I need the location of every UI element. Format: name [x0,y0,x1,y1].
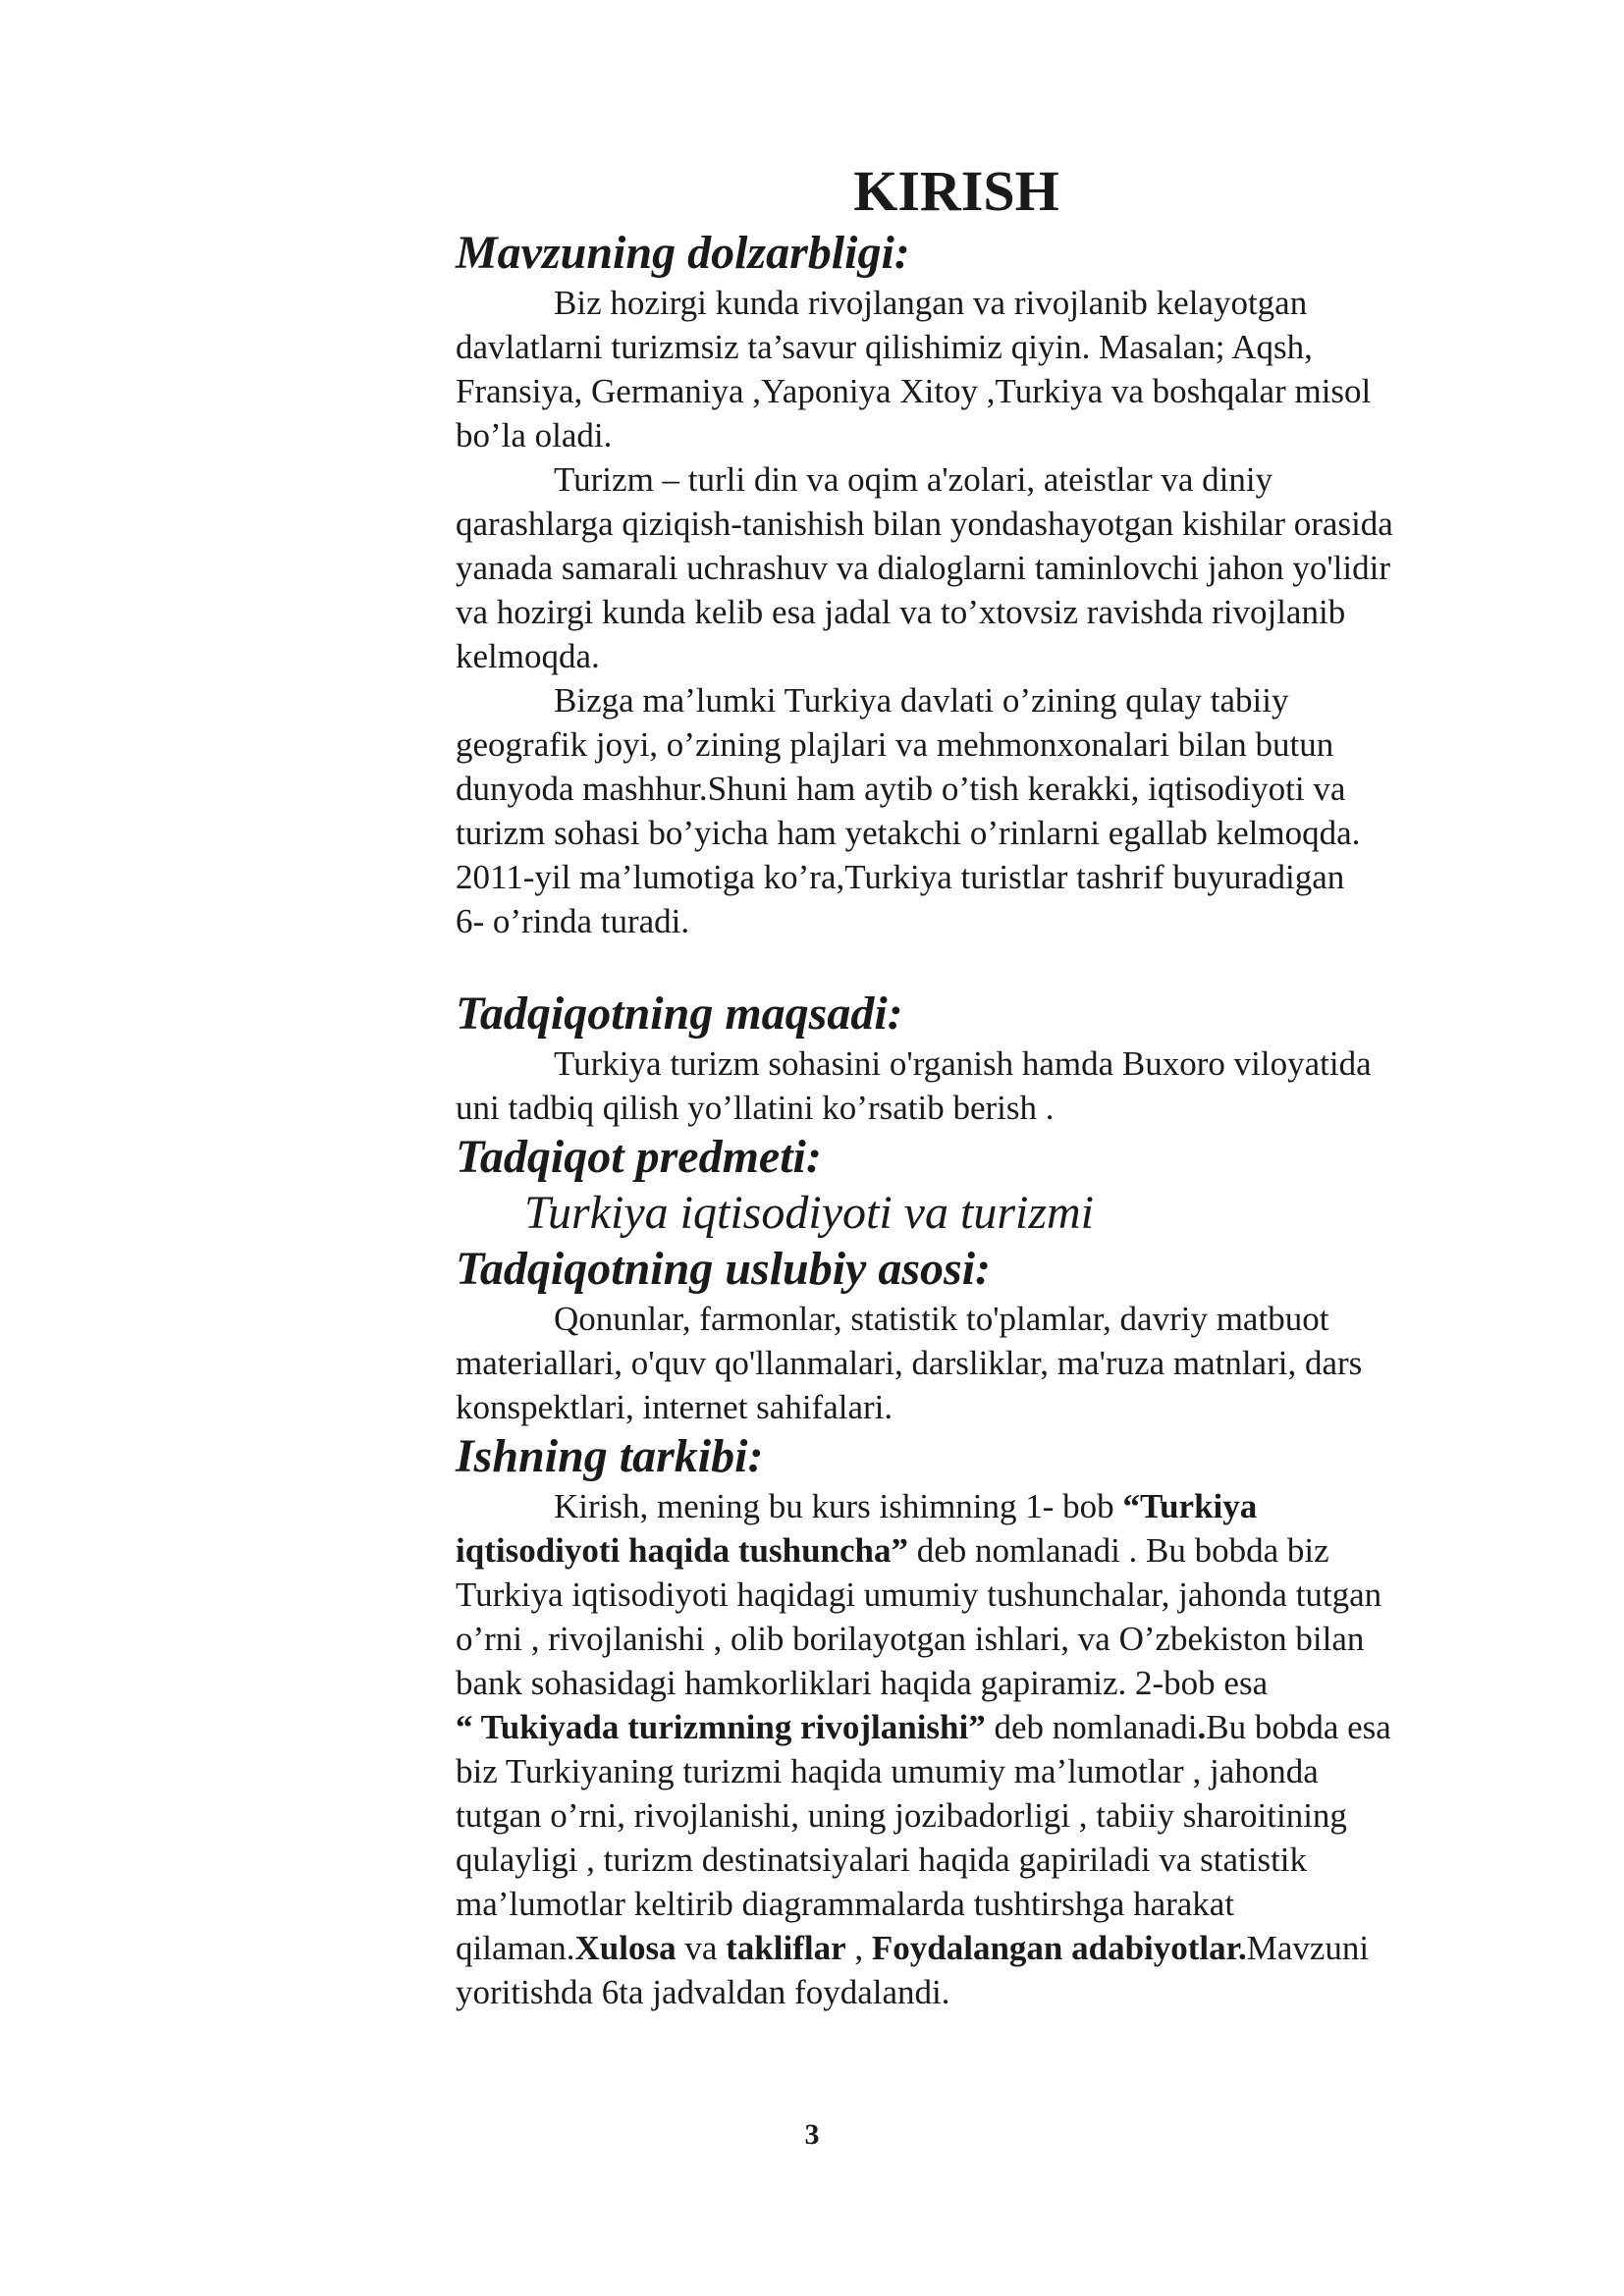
text-line: materiallari, o'quv qo'llanmalari, darsliklar, ma'ruza matnlari, dars [456,1344,1363,1382]
text-line: Bizga ma’lumki Turkiya davlati o’zining qulay tabiiy [554,681,1289,720]
bold-run: iqtisodiyoti haqida tushuncha” [456,1531,909,1570]
text-line [456,1705,1516,1749]
text-line [456,1484,1516,1528]
text-run: va [676,1929,727,1967]
heading-uslub: Tadqiqotning uslubiy asosi: [456,1243,992,1295]
text-line: Qonunlar, farmonlar, statistik to'plamlar, davriy matbuot [554,1300,1329,1338]
text-run: deb nomlanadi . Bu bobda biz [908,1531,1329,1570]
text-line: konspektlari, internet sahifalari. [456,1388,893,1426]
text-run: , [845,1929,872,1967]
bold-run: . [1197,1708,1207,1746]
paragraph-tarkib [456,1484,1516,2014]
text-line: 2011-yil ma’lumotiga ko’ra,Turkiya turistlar tashrif buyuradigan [456,858,1345,896]
text-line: o’rni , rivojlanishi , olib borilayotgan ishlari, va O’zbekiston bilan [456,1620,1365,1658]
text-line: Turkiya turizm sohasini o'rganish hamda Buxoro viloyatida [554,1044,1372,1083]
text-run: Kirish, mening bu kurs ishimning 1- bob [554,1487,1123,1525]
text-line [456,1528,1516,1573]
text-run: Mavzuni [1246,1929,1370,1967]
text-line: turizm sohasi bo’yicha ham yetakchi o’rinlarni egallab kelmoqda. [456,814,1361,852]
text-run: Bu bobda esa [1206,1708,1391,1746]
text-line: va hozirgi kunda kelib esa jadal va to’xtovsiz ravishda rivojlanib [456,593,1346,631]
text-run: qilaman. [456,1929,575,1967]
bold-run: Foydalangan adabiyotlar. [871,1929,1247,1967]
paragraph-maqsad [456,1041,1516,1130]
text-line: 6- o’rinda turadi. [456,902,690,940]
heading-maqsad: Tadqiqotning maqsadi: [456,988,903,1040]
text-line: Turizm – turli din va oqim a'zolari, ateistlar va diniy [554,460,1273,499]
text-line: qarashlarga qiziqish-tanishish bilan yondashayotgan kishilar orasida [456,505,1393,543]
page-title: KIRISH [853,159,1059,223]
heading-dolzarblik: Mavzuning dolzarbligi: [456,227,910,279]
text-line: geografik joyi, o’zining plajlari va mehmonxonalari bilan butun [456,725,1334,764]
paragraph-dolzarblik-1 [456,281,1516,457]
bold-run: “ Tukiyada turizmning rivojlanishi” [456,1708,986,1746]
paragraph-uslub [456,1297,1516,1429]
text-line: qulayligi , turizm destinatsiyalari haqida gapiriladi va statistik [456,1841,1308,1879]
spacer [456,943,1516,987]
bold-run: Xulosa [574,1929,677,1967]
heading-tarkib: Ishning tarkibi: [456,1430,764,1482]
text-line: Biz hozirgi kunda rivojlangan va rivojlanib kelayotgan [554,284,1308,322]
text-line: yanada samarali uchrashuv va dialoglarni taminlovchi jahon yo'lidir [456,549,1390,587]
text-line: tutgan o’rni, rivojlanishi, uning jozibadorligi , tabiiy sharoitining [456,1796,1347,1835]
paragraph-dolzarblik-2 [456,457,1516,678]
text-line: ma’lumotlar keltirib diagrammalarda tushtirshga harakat [456,1885,1235,1923]
page-number: 3 [804,2118,820,2151]
text-line: Turkiya iqtisodiyoti haqidagi umumiy tushunchalar, jahonda tutgan [456,1575,1382,1614]
text-line: uni tadbiq qilish yo’llatini ko’rsatib berish . [456,1089,1055,1127]
text-line: biz Turkiyaning turizmi haqida umumiy ma’lumotlar , jahonda [456,1752,1319,1790]
subject-text: Turkiya iqtisodiyoti va turizmi [524,1187,1095,1239]
text-line: bank sohasidagi hamkorliklari haqida gapiramiz. 2-bob esa [456,1664,1269,1702]
bold-run: takliflar [726,1929,846,1967]
document-page [456,157,1516,2014]
text-line: dunyoda mashhur.Shuni ham aytib o’tish kerakki, iqtisodiyoti va [456,770,1346,808]
text-line [456,1926,1516,1970]
text-line: Fransiya, Germaniya ,Yaponiya Xitoy ,Turkiya va boshqalar misol [456,372,1372,410]
paragraph-dolzarblik-3 [456,678,1516,943]
text-run: deb nomlanadi [985,1708,1198,1746]
text-line: davlatlarni turizmsiz ta’savur qilishimiz qiyin. Masalan; Aqsh, [456,328,1313,366]
text-line: bo’la oladi. [456,416,613,454]
bold-run: “Turkiya [1122,1487,1258,1525]
text-line: kelmoqda. [456,637,600,675]
heading-predmet: Tadqiqot predmeti: [456,1131,822,1183]
text-line: yoritishda 6ta jadvaldan foydalandi. [456,1973,950,2011]
